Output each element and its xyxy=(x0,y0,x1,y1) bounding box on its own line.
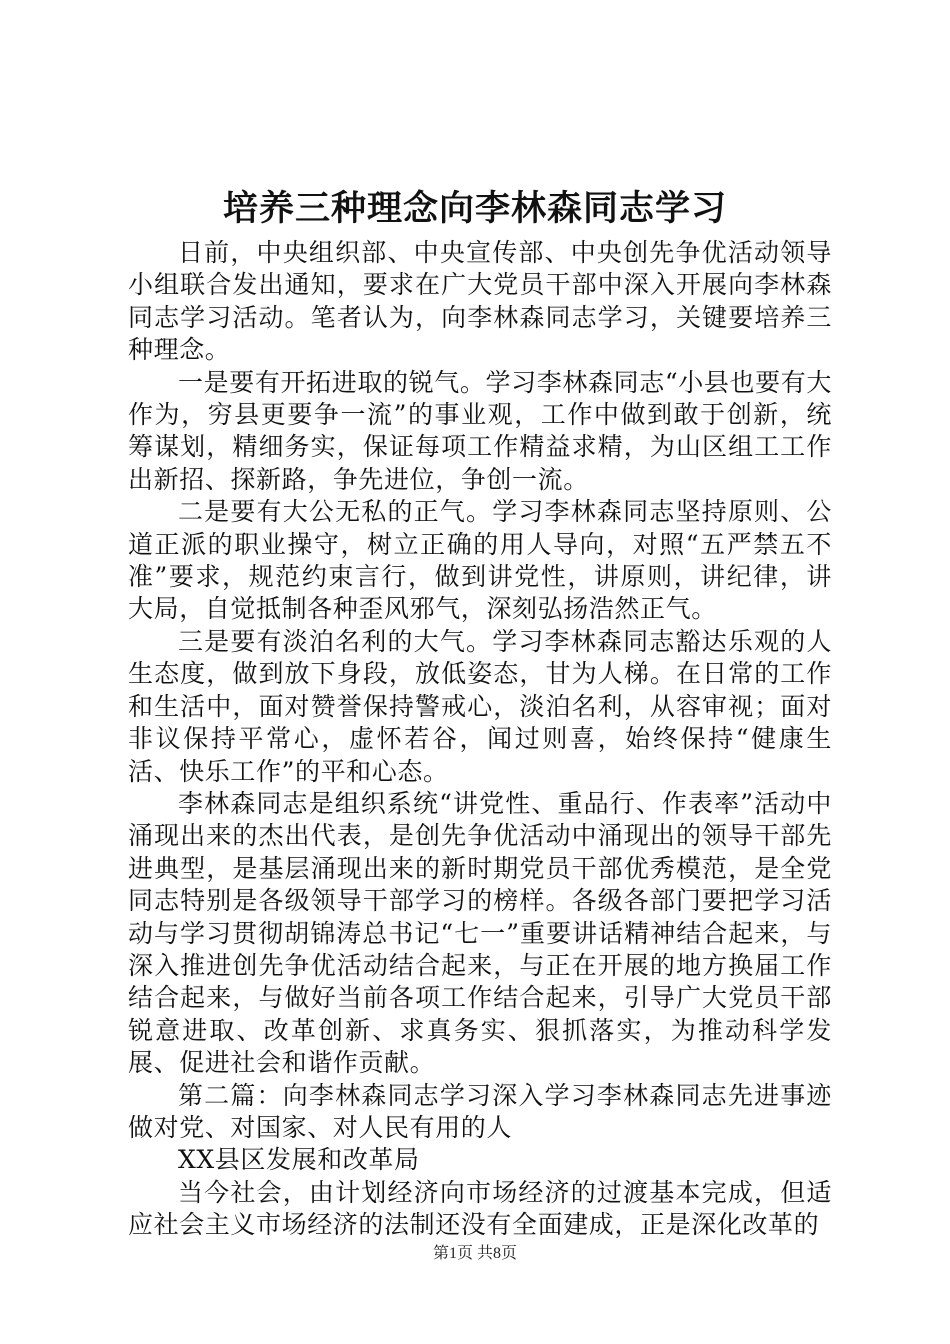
paragraph-point-three: 三是要有淡泊名利的大气。学习李林森同志豁达乐观的人生态度，做到放下身段，放低姿态，甘为人梯。在日常的工作和生活中，面对赞誉保持警戒心，淡泊名利，从容审视；面对非议保持平常心，虚怀若谷，闻过则喜，始终保持“健康生活、快乐工作”的平和心态。 xyxy=(128,626,832,786)
paragraph-point-two: 二是要有大公无私的正气。学习李林森同志坚持原则、公道正派的职业操守，树立正确的用人导向，对照“五严禁五不准”要求，规范约束言行，做到讲党性，讲原则，讲纪律，讲大局，自觉抵制各种歪风邪气，深刻弘扬浩然正气。 xyxy=(128,497,832,624)
document-title: 培养三种理念向李林森同志学习 xyxy=(222,188,727,229)
paragraph-second-article-heading: 第二篇：向李林森同志学习深入学习李林森同志先进事迹做对党、对国家、对人民有用的人 xyxy=(128,1080,832,1142)
page-footer: 第1页 共8页 xyxy=(432,1245,517,1262)
paragraph-second-article-body: 当今社会，由计划经济向市场经济的过渡基本完成，但适应社会主义市场经济的法制还没有全面建成，正是深化改革的 xyxy=(128,1177,832,1240)
paragraph-point-one: 一是要有开拓进取的锐气。学习李林森同志“小县也要有大作为，穷县更要争一流”的事业观，工作中做到敢于创新，统筹谋划，精细务实，保证每项工作精益求精，为山区组工工作出新招、探新路，争先进位，争创一流。 xyxy=(128,367,832,494)
paragraph-intro: 日前，中央组织部、中央宣传部、中央创先争优活动领导小组联合发出通知，要求在广大党员干部中深入开展向李林森同志学习活动。笔者认为，向李林森同志学习，关键要培养三种理念。 xyxy=(128,238,832,365)
document-body xyxy=(128,237,832,1242)
paragraph-summary: 李林森同志是组织系统“讲党性、重品行、作表率”活动中涌现出来的杰出代表，是创先争优活动中涌现出的领导干部先进典型，是基层涌现出来的新时期党员干部优秀模范，是全党同志特别是各级领导干部学习的榜样。各级各部门要把学习活动与学习贯彻胡锦涛总书记“七一”重要讲话精神结合起来，与深入推进创先争优活动结合起来，与正在开展的地方换届工作结合起来，与做好当前各项工作结合起来，引导广大党员干部锐意进取、改革创新、求真务实、狠抓落实，为推动科学发展、促进社会和谐作贡献。 xyxy=(128,788,832,1078)
paragraph-author-org: XX县区发展和改革局 xyxy=(178,1145,420,1175)
